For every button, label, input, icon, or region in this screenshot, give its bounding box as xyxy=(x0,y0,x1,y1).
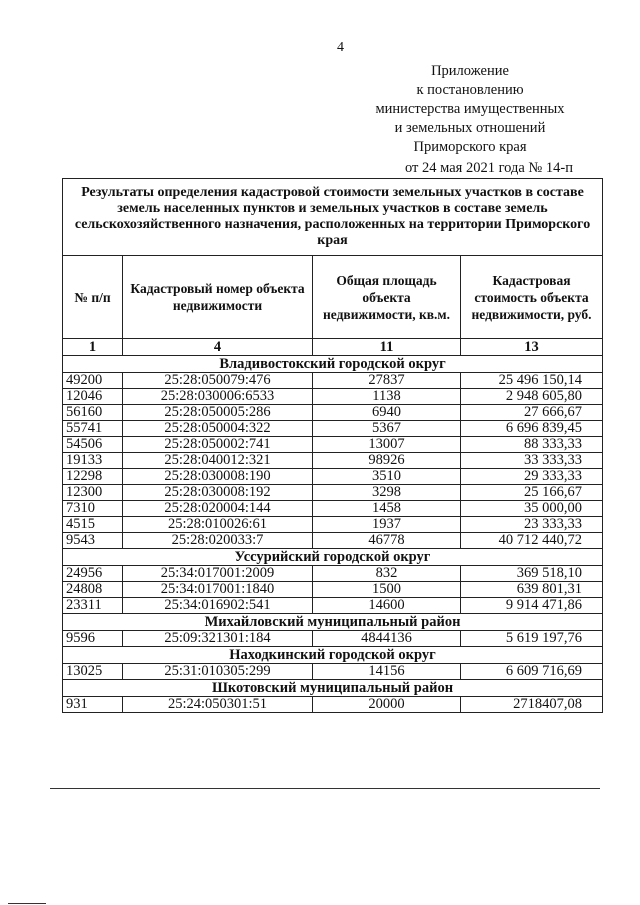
appendix-block xyxy=(340,62,600,157)
header-area: Общая площадь объекта недвижимости, кв.м. xyxy=(313,256,461,339)
cadastral-value: 639 801,31 xyxy=(461,582,603,598)
area-value: 3510 xyxy=(313,469,461,485)
page-number: 4 xyxy=(337,40,344,55)
appendix-line: министерства имущественных xyxy=(375,101,565,117)
cadastral-value: 29 333,33 xyxy=(461,469,603,485)
row-number: 9543 xyxy=(63,533,123,549)
cadastral-value: 2 948 605,80 xyxy=(461,389,603,405)
cadastral-number: 25:28:050002:741 xyxy=(123,437,313,453)
decree-line: от 24 мая 2021 года № 14-п xyxy=(405,160,573,176)
header-value: Кадастровая стоимость объекта недвижимости, руб. xyxy=(461,256,603,339)
row-number: 12300 xyxy=(63,485,123,501)
table-row xyxy=(63,469,603,485)
index-cell: 4 xyxy=(123,339,313,356)
cadastral-value: 40 712 440,72 xyxy=(461,533,603,549)
cadastral-value: 33 333,33 xyxy=(461,453,603,469)
cadastral-number: 25:24:050301:51 xyxy=(123,697,313,713)
cadastral-value: 6 696 839,45 xyxy=(461,421,603,437)
row-number: 9596 xyxy=(63,631,123,647)
appendix-line: к постановлению xyxy=(416,82,524,98)
appendix-line: и земельных отношений xyxy=(394,120,546,136)
region-heading: Владивостокский городской округ xyxy=(63,356,603,373)
area-value: 1138 xyxy=(313,389,461,405)
cadastral-value: 9 914 471,86 xyxy=(461,598,603,614)
cadastral-value: 35 000,00 xyxy=(461,501,603,517)
row-number: 23311 xyxy=(63,598,123,614)
area-value: 46778 xyxy=(313,533,461,549)
table-row xyxy=(63,697,603,713)
table-row xyxy=(63,405,603,421)
cadastral-value: 27 666,67 xyxy=(461,405,603,421)
index-cell: 1 xyxy=(63,339,123,356)
cadastral-value: 23 333,33 xyxy=(461,517,603,533)
cadastral-table xyxy=(62,178,603,713)
cadastral-number: 25:09:321301:184 xyxy=(123,631,313,647)
cadastral-number: 25:34:016902:541 xyxy=(123,598,313,614)
table-row xyxy=(63,453,603,469)
area-value: 3298 xyxy=(313,485,461,501)
area-value: 832 xyxy=(313,566,461,582)
cadastral-value: 25 166,67 xyxy=(461,485,603,501)
cadastral-number: 25:28:050004:322 xyxy=(123,421,313,437)
area-value: 4844136 xyxy=(313,631,461,647)
cadastral-number: 25:28:030008:190 xyxy=(123,469,313,485)
area-value: 5367 xyxy=(313,421,461,437)
cadastral-number: 25:28:020033:7 xyxy=(123,533,313,549)
table-row xyxy=(63,533,603,549)
area-value: 14156 xyxy=(313,664,461,680)
table-row xyxy=(63,631,603,647)
cadastral-value: 2718407,08 xyxy=(461,697,603,713)
cadastral-number: 25:34:017001:1840 xyxy=(123,582,313,598)
row-number: 7310 xyxy=(63,501,123,517)
header-number: № п/п xyxy=(63,256,123,339)
area-value: 1937 xyxy=(313,517,461,533)
cadastral-number: 25:28:050079:476 xyxy=(123,373,313,389)
cadastral-number: 25:28:040012:321 xyxy=(123,453,313,469)
index-cell: 13 xyxy=(461,339,603,356)
area-value: 20000 xyxy=(313,697,461,713)
area-value: 27837 xyxy=(313,373,461,389)
row-number: 19133 xyxy=(63,453,123,469)
table-row xyxy=(63,437,603,453)
area-value: 98926 xyxy=(313,453,461,469)
cadastral-number: 25:28:030008:192 xyxy=(123,485,313,501)
table-row xyxy=(63,421,603,437)
table-row xyxy=(63,485,603,501)
cadastral-number: 25:28:010026:61 xyxy=(123,517,313,533)
cadastral-value: 25 496 150,14 xyxy=(461,373,603,389)
cadastral-value: 369 518,10 xyxy=(461,566,603,582)
region-heading: Шкотовский муниципальный район xyxy=(63,680,603,697)
cadastral-number: 25:28:050005:286 xyxy=(123,405,313,421)
table-row xyxy=(63,566,603,582)
row-number: 4515 xyxy=(63,517,123,533)
region-heading: Михайловский муниципальный район xyxy=(63,614,603,631)
appendix-line: Приложение xyxy=(431,63,509,79)
cadastral-table-wrapper xyxy=(62,178,602,713)
cadastral-number: 25:28:020004:144 xyxy=(123,501,313,517)
appendix-line: Приморского края xyxy=(413,139,527,155)
table-row xyxy=(63,664,603,680)
table-title: Результаты определения кадастровой стоимости земельных участков в составе земель населенных пунктов и земельных участков в составе земель сельскохозяйственного назначения, расположенных на территории Приморского края xyxy=(63,179,603,256)
table-row xyxy=(63,373,603,389)
cadastral-value: 88 333,33 xyxy=(461,437,603,453)
region-heading: Находкинский городской округ xyxy=(63,647,603,664)
area-value: 1458 xyxy=(313,501,461,517)
row-number: 54506 xyxy=(63,437,123,453)
area-value: 13007 xyxy=(313,437,461,453)
footnote-divider xyxy=(8,903,46,904)
table-row xyxy=(63,389,603,405)
cadastral-value: 5 619 197,76 xyxy=(461,631,603,647)
row-number: 56160 xyxy=(63,405,123,421)
row-number: 931 xyxy=(63,697,123,713)
cadastral-number: 25:31:010305:299 xyxy=(123,664,313,680)
cadastral-number: 25:34:017001:2009 xyxy=(123,566,313,582)
index-cell: 11 xyxy=(313,339,461,356)
area-value: 6940 xyxy=(313,405,461,421)
table-row xyxy=(63,501,603,517)
area-value: 1500 xyxy=(313,582,461,598)
table-row xyxy=(63,517,603,533)
table-row xyxy=(63,582,603,598)
header-cadastral-number: Кадастровый номер объекта недвижимости xyxy=(123,256,313,339)
row-number: 13025 xyxy=(63,664,123,680)
cadastral-value: 6 609 716,69 xyxy=(461,664,603,680)
region-heading: Уссурийский городской округ xyxy=(63,549,603,566)
row-number: 55741 xyxy=(63,421,123,437)
table-row xyxy=(63,598,603,614)
row-number: 12046 xyxy=(63,389,123,405)
row-number: 49200 xyxy=(63,373,123,389)
row-number: 24956 xyxy=(63,566,123,582)
cadastral-number: 25:28:030006:6533 xyxy=(123,389,313,405)
row-number: 12298 xyxy=(63,469,123,485)
area-value: 14600 xyxy=(313,598,461,614)
row-number: 24808 xyxy=(63,582,123,598)
bottom-divider xyxy=(50,788,600,789)
